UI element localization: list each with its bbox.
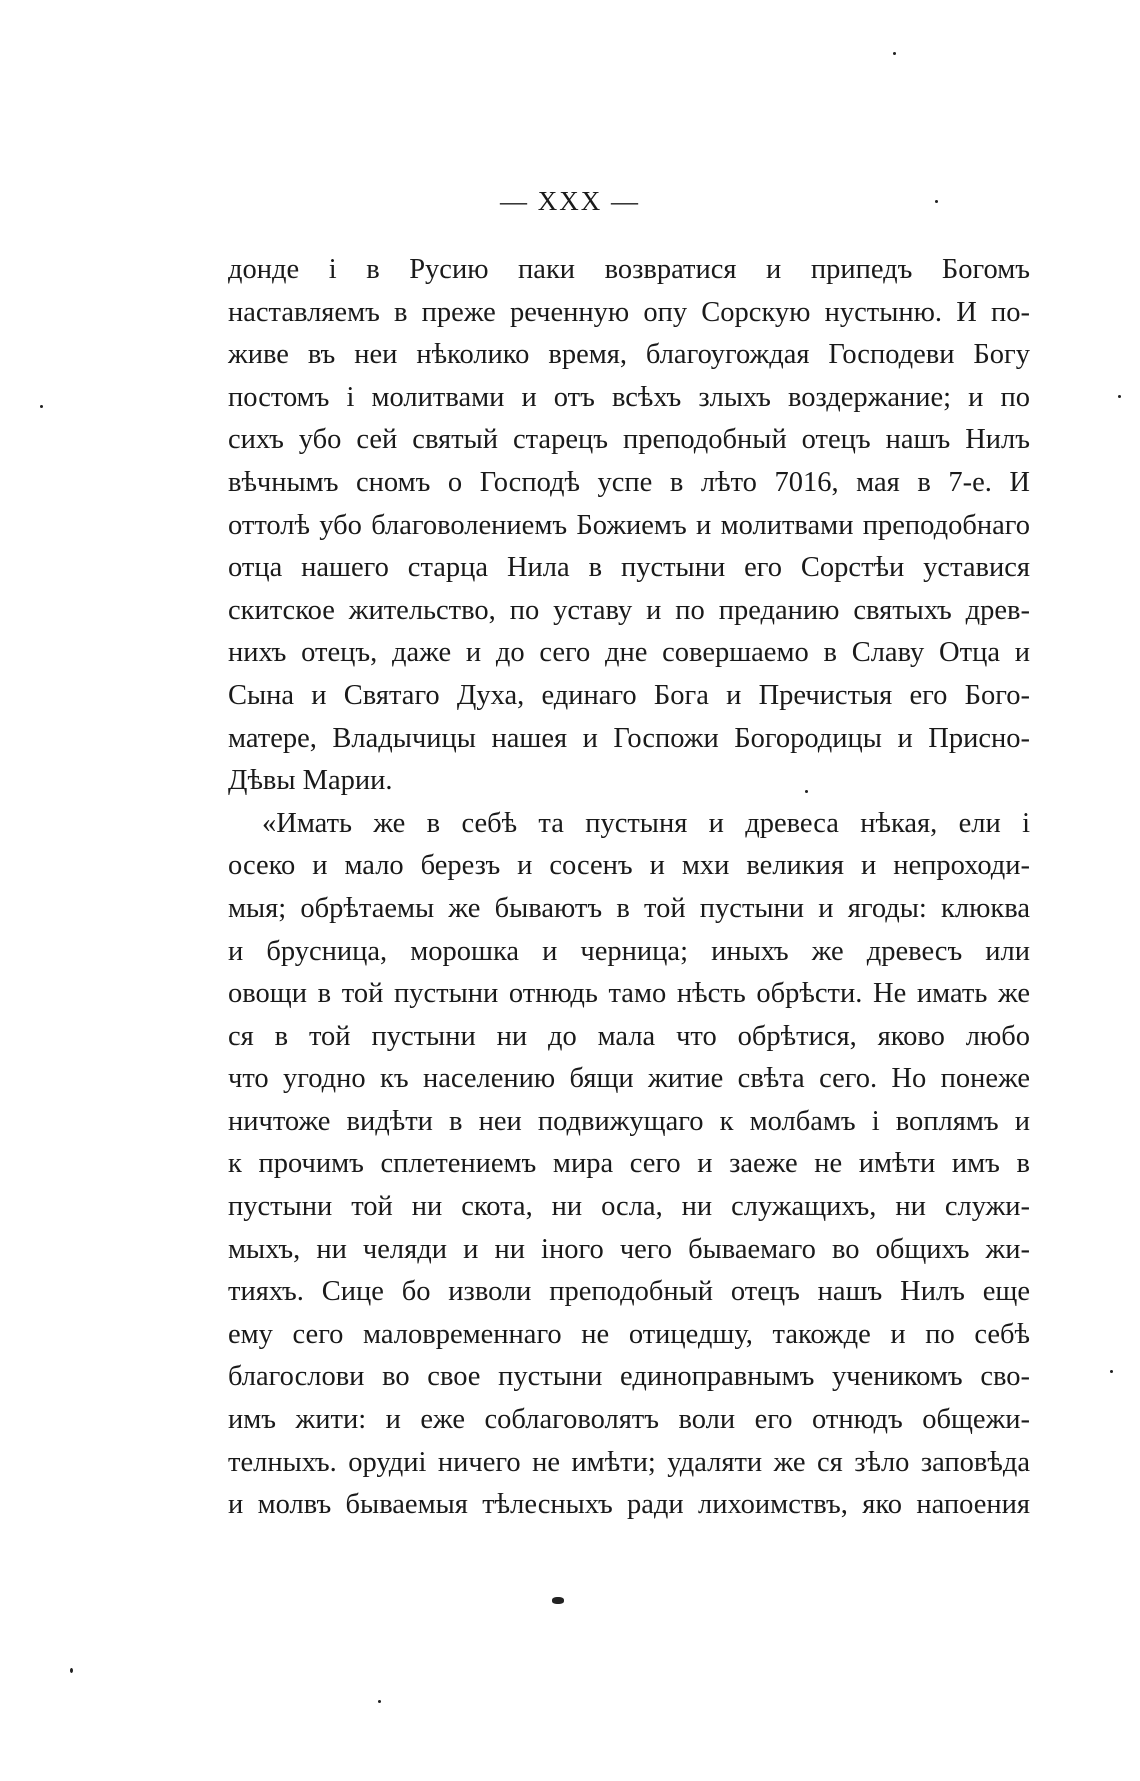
text-line: к прочимъ сплетениемъ мира сего и заеже не имѣти имъ в	[228, 1148, 1030, 1180]
text-line: телныхъ. орудиі ничего не имѣти; удаляти же ся зѣло заповѣда	[228, 1446, 1030, 1478]
text-line: живе въ неи нѣколико время, благоугождая Господеви Богу	[228, 339, 1030, 371]
text-line: ся в той пустыни ни до мала что обрѣтися, яково любо	[228, 1020, 1030, 1052]
text-line: ему сего маловременнаго не отицедшу, такожде и по себѣ	[228, 1318, 1030, 1350]
scan-speck	[893, 52, 896, 55]
text-line: ничтоже видѣти в неи подвижущаго к молбамъ і воплямъ и	[228, 1105, 1030, 1137]
text-line: осеко и мало березъ и сосенъ и мхи великия и непроходи-	[228, 850, 1030, 882]
text-line: матере, Владычицы нашея и Госпожи Богородицы и Присно-	[228, 722, 1030, 754]
text-line: оттолѣ убо благоволениемъ Божиемъ и молитвами преподобнаго	[228, 509, 1030, 541]
scan-speck	[935, 200, 938, 203]
scan-speck	[1110, 1370, 1113, 1373]
text-line: что угодно къ населению бящи житие свѣта сего. Но понеже	[228, 1063, 1030, 1095]
text-line: наставляемъ в преже реченную опу Сорскую нустыню. И по-	[228, 296, 1030, 328]
text-line: сихъ убо сей святый старецъ преподобный отецъ нашъ Нилъ	[228, 424, 1030, 456]
page-number-header: — XXX —	[500, 186, 640, 216]
text-line: Дѣвы Марии.	[228, 765, 393, 797]
scan-speck	[40, 405, 43, 408]
scan-speck	[70, 1668, 73, 1673]
text-line: и молвъ бываемыя тѣлесныхъ ради лихоимствъ, яко напоения	[228, 1489, 1030, 1521]
text-line: нихъ отецъ, даже и до сего дне совершаемо в Славу Отца и	[228, 637, 1030, 669]
page-body-text	[228, 249, 1030, 1527]
text-line: пустыни той ни скота, ни осла, ни служащихъ, ни служи-	[228, 1191, 1030, 1223]
text-line: «Имать же в себѣ та пустыня и древеса нѣкая, ели і	[262, 807, 1030, 839]
text-line: скитское жительство, по уставу и по преданию святыхъ древ-	[228, 594, 1030, 626]
scan-speck	[1118, 395, 1121, 398]
ink-blot	[552, 1597, 564, 1604]
text-line: благослови во свое пустыни единоправнымъ ученикомъ сво-	[228, 1361, 1030, 1393]
text-line: Сына и Святаго Духа, единаго Бога и Пречистыя его Бого-	[228, 679, 1030, 711]
scan-speck	[378, 1700, 381, 1703]
text-line: овощи в той пустыни отнюдь тамо нѣсть обрѣсти. Не имать же	[228, 978, 1030, 1010]
paragraph-1	[228, 249, 1030, 803]
text-line: имъ жити: и еже соблаговолятъ воли его отнюдъ общежи-	[228, 1404, 1030, 1436]
text-line: тияхъ. Сице бо изволи преподобный отецъ нашъ Нилъ еще	[228, 1276, 1030, 1308]
text-line: отца нашего старца Нила в пустыни его Сорстѣи уставися	[228, 552, 1030, 584]
text-line: донде і в Русию паки возвратися и припедъ Богомъ	[228, 254, 1030, 285]
scan-speck	[805, 790, 808, 793]
text-line: вѣчнымъ сномъ о Господѣ успе в лѣто 7016, мая в 7-е. И	[228, 466, 1030, 498]
text-line: постомъ і молитвами и отъ всѣхъ злыхъ воздержание; и по	[228, 381, 1030, 413]
text-line: и брусница, морошка и черница; иныхъ же древесъ или	[228, 935, 1030, 967]
text-line: мыя; обрѣтаемы же бываютъ в той пустыни и ягоды: клюква	[228, 892, 1030, 924]
paragraph-2	[228, 803, 1030, 1527]
text-line: мыхъ, ни челяди и ни іного чего бываемаго во общихъ жи-	[228, 1233, 1030, 1265]
